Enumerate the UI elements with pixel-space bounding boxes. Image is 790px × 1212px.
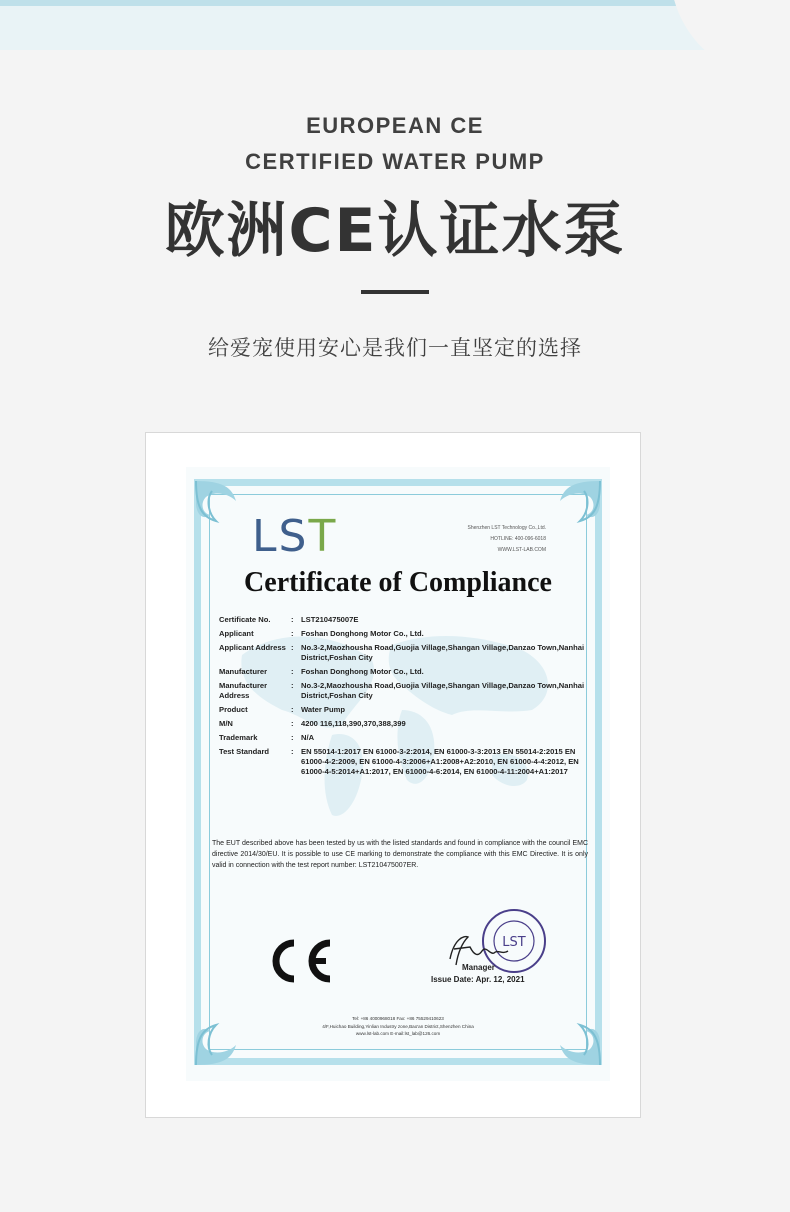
field-row: Applicant Address : No.3-2,Maozhousha Road,Guojia Village,Shangan Village,Danzao Town,Nanhai District,Foshan City [219,643,589,663]
lst-logo-accent: T [308,511,338,562]
certificate-image-frame [145,432,641,1118]
issue-date: Issue Date: Apr. 12, 2021 [431,975,525,984]
en-title-line2: CERTIFIED WATER PUMP [245,149,545,174]
field-row: Manufacturer Address : No.3-2,Maozhousha Road,Guojia Village,Shangan Village,Danzao Town,Nanhai District,Foshan City [219,681,589,701]
company-website: WWW.LST-LAB.COM [497,547,546,553]
field-label: Manufacturer Address [219,681,268,700]
title-divider [361,290,429,294]
en-title-line1: EUROPEAN CE [306,113,484,138]
field-row: Manufacturer : Foshan Donghong Motor Co., Ltd. [219,667,589,677]
field-label: Applicant [219,629,254,638]
certificate-footer [186,1015,610,1038]
page-header [0,108,790,362]
lst-logo-text: LS [252,511,309,562]
subtitle: 给爱宠使用安心是我们一直坚定的选择 [208,336,582,360]
field-label: Product [219,705,248,714]
field-value: EN 55014-1:2017 EN 61000-3-2:2014, EN 61000-3-3:2013 EN 55014-2:2015 EN 61000-4-2:2009, EN 61000-4-3:2006+A1:2008+A2:2010, EN 61000-4-4:2012, EN 61000-4-5:2014+A1:2017, EN 61000-4-6:2014, EN 61000-4-11:2004+A1:2017 [301,747,579,776]
field-value: No.3-2,Maozhousha Road,Guojia Village,Shangan Village,Danzao Town,Nanhai District,Foshan City [301,681,585,700]
company-name: Shenzhen LST Technology Co.,Ltd. [467,525,546,531]
field-label: Trademark [219,733,258,742]
field-value: Foshan Donghong Motor Co., Ltd. [301,667,424,676]
field-value: No.3-2,Maozhousha Road,Guojia Village,Shangan Village,Danzao Town,Nanhai District,Foshan City [301,643,585,662]
company-info [468,523,546,556]
certificate-paper [186,467,610,1081]
ce-mark-icon [264,937,336,985]
field-row: Applicant : Foshan Donghong Motor Co., Ltd. [219,629,589,639]
field-value: LST210475007E [301,615,359,624]
field-row: Trademark : N/A [219,733,589,743]
field-label: Certificate No. [219,615,271,624]
company-hotline: HOTLINE: 400-096-6018 [490,536,546,542]
certificate-title: Certificate of Compliance [244,567,552,598]
manager-label: Manager [462,963,495,972]
corner-ornament-icon [546,477,604,535]
field-value: Water Pump [301,705,346,714]
compliance-statement: The EUT described above has been tested by us with the listed standards and found in compliance with the council EMC directive 2014/30/EU. It is possible to use CE marking to demonstrate the compliance with this EMC Directive. It is only valid in connection with the test report number: LST210475007ER. [212,840,588,869]
footer-contact: Tel: +86 4000968018 Fax: +86 75529410623 [352,1016,444,1021]
certificate-fields [219,615,589,781]
field-row: Product : Water Pump [219,705,589,715]
field-value: Foshan Donghong Motor Co., Ltd. [301,629,424,638]
lst-logo [252,511,337,562]
footer-address: 4/F,Huichao Building,Yinlian Industry zone,Bao'an District,Shenzhen China [322,1023,474,1029]
footer-web: www.lst-lab.com E-mail:lst_lab@126.com [355,1031,441,1036]
field-label: Manufacturer [219,667,268,676]
field-label: M/N [219,719,233,728]
field-value: N/A [301,733,315,742]
field-label: Test Standard [219,747,270,756]
svg-text:LST: LST [502,935,526,950]
field-row: Certificate No. : LST210475007E [219,615,589,625]
top-decor-band [0,0,790,50]
field-value: 4200 116,118,390,370,388,399 [301,719,406,728]
field-row: M/N : 4200 116,118,390,370,388,399 [219,719,589,729]
field-row: Test Standard : EN 55014-1:2017 EN 61000-3-2:2014, EN 61000-3-3:2013 EN 55014-2:2015 EN 61000-4-2:2009, EN 61000-4-3:2006+A1:2008+A2:2010, EN 61000-4-4:2012, EN 61000-4-5:2014+A1:2017, EN 61000-4-6:2014, EN 61000-4-11:2004+A1:2017 [219,747,589,777]
corner-ornament-icon [192,477,250,535]
field-label: Applicant Address [219,643,286,652]
zh-title: 欧洲CE认证水泵 [164,196,626,266]
